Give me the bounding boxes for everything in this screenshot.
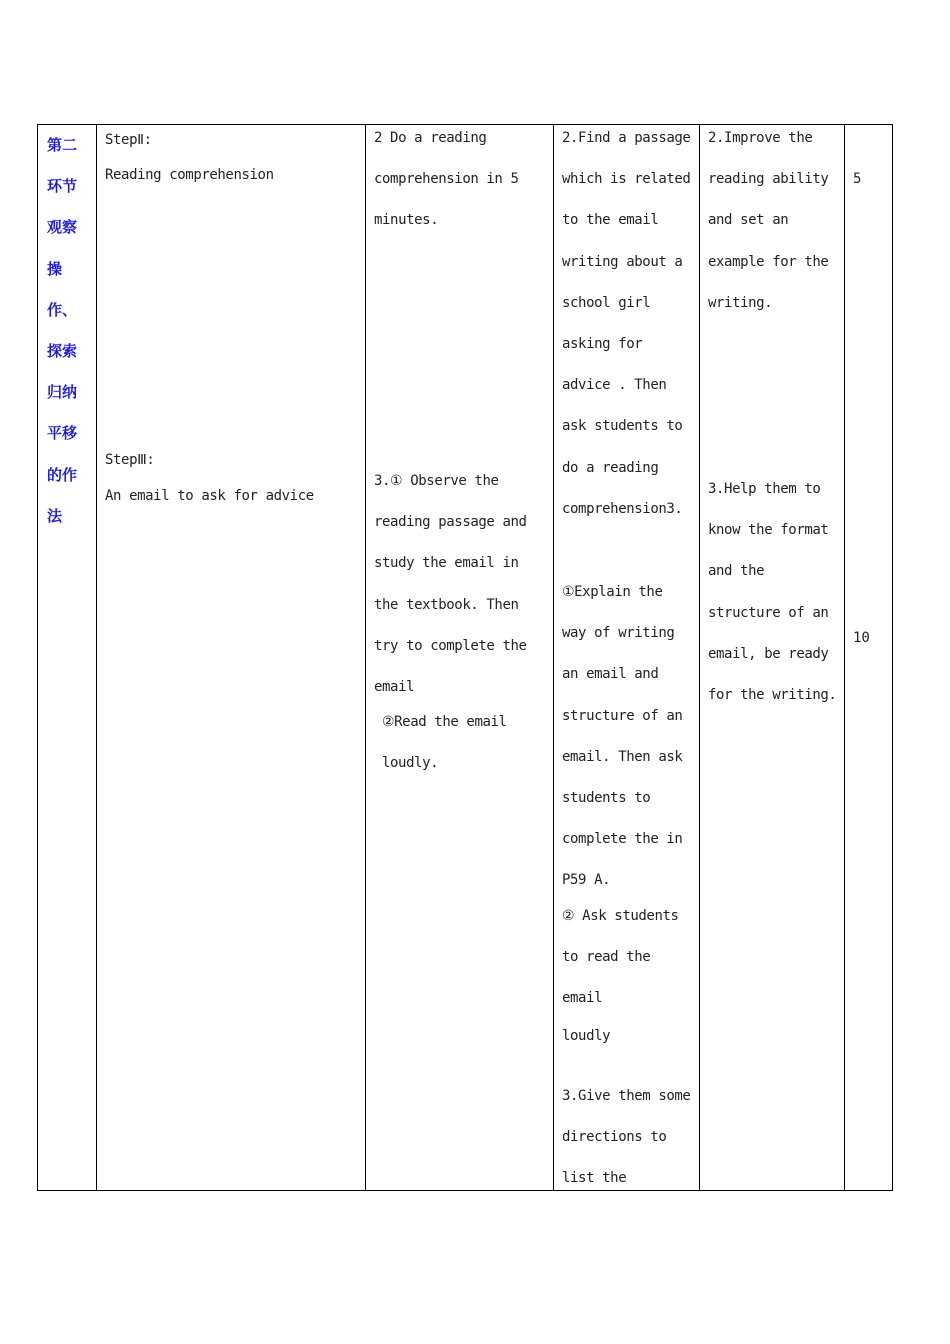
student-activity-2: 3.① Observe the reading passage and study the email in the textbook. Then try to complete the email (374, 473, 527, 696)
teacher-activity-4: loudly (562, 1028, 611, 1044)
step3-description: An email to ask for advice (105, 488, 314, 504)
teacher-activity-cell (554, 125, 700, 1191)
time-2: 10 (853, 630, 870, 646)
step2-description: Reading comprehension (105, 167, 274, 183)
lesson-plan-table (37, 124, 893, 1191)
steps-cell (97, 125, 366, 1191)
teacher-activity-5: 3.Give them some directions to list the (562, 1088, 691, 1187)
purpose-2: 3.Help them to know the format and the structure of an email, be ready for the writing. (708, 481, 837, 704)
stage-cell (38, 125, 97, 1191)
teacher-activity-3: ② Ask students to read the email (562, 908, 679, 1007)
time-cell (845, 125, 893, 1191)
step2-title: StepⅡ: (105, 132, 152, 148)
student-activity-cell (366, 125, 554, 1191)
table-row (38, 125, 893, 1191)
step3-title: StepⅢ: (105, 452, 155, 468)
purpose-1: 2.Improve the reading ability and set an example for the writing. (708, 130, 829, 311)
stage-label: 第二环节观察操作、探索归纳平移的作法 (47, 136, 78, 525)
teacher-activity-1: 2.Find a passage which is related to the email writing about a school girl asking for advice . Then ask students to do a reading comprehension3. (562, 130, 691, 517)
student-activity-1: 2 Do a reading comprehension in 5 minutes. (374, 130, 519, 229)
purpose-cell (700, 125, 845, 1191)
teacher-activity-2: ①Explain the way of writing an email and structure of an email. Then ask students to complete the in P59 A. (562, 584, 683, 889)
time-1: 5 (853, 171, 862, 187)
student-activity-3: ②Read the email loudly. (382, 714, 507, 772)
